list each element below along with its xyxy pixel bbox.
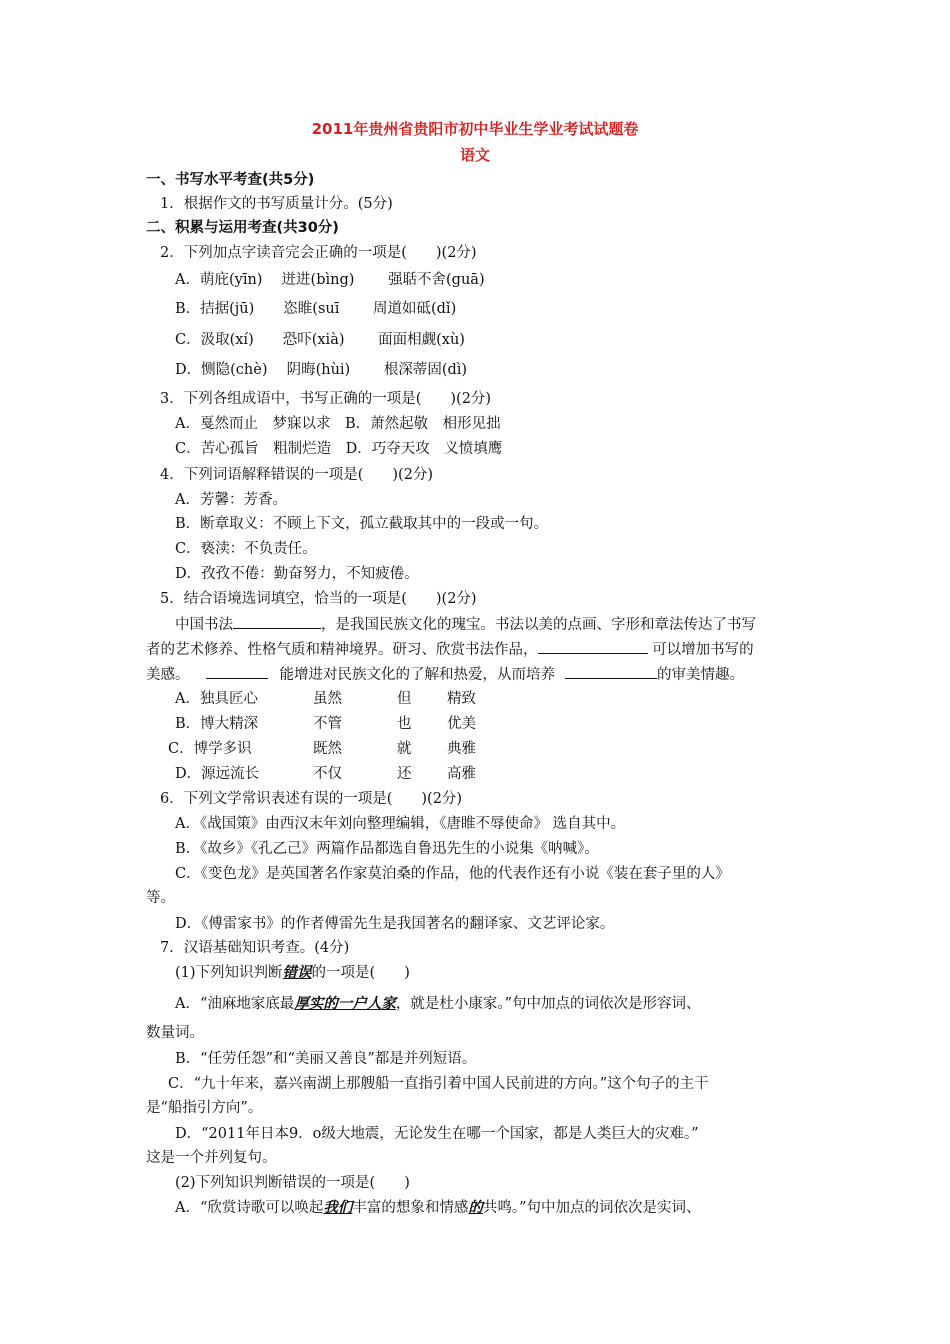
option-3ab: A．戛然而止 梦寐以求 B．萧然起敬 相形见拙	[175, 416, 501, 432]
option-6d: D．《傅雷家书》的作者傅雷先生是我国著名的翻译家、文艺评论家。	[175, 916, 615, 932]
option-7b: B．“任劳任怨”和“美丽又善良”都是并列短语。	[175, 1051, 477, 1067]
option-7c-line-1: C．“九十年来，嘉兴南湖上那艘船一直指引着中国人民前进的方向。”这个句子的主干	[168, 1076, 709, 1092]
question-2: 2．下列加点字读音完会正确的一项是( )(2分)	[160, 245, 477, 261]
option-4d: D．孜孜不倦：勤奋努力，不知疲倦。	[175, 566, 419, 582]
option-4c: C．亵渎：不负责任。	[175, 541, 317, 557]
subject-title: 语文	[459, 146, 490, 164]
question-3: 3．下列各组成语中，书写正确的一项是( )(2分)	[160, 391, 492, 407]
question-5: 5．结合语境选词填空，恰当的一项是( )(2分)	[160, 591, 477, 607]
option-2c: C．汲取(xí) 恐吓(xià) 面面相觑(xù)	[175, 332, 465, 348]
question-4: 4．下列词语解释错误的一项是( )(2分)	[160, 467, 434, 483]
question-5-passage-line-2: 者的艺术修养、性格气质和精神境界。研习、欣赏书法作品， 可以增加书写的	[146, 639, 806, 660]
question-7-part-1: (1)下列知识判断错误的一项是( )	[175, 964, 410, 981]
option-5b: B．博大精深 不管 也 优美	[175, 716, 476, 732]
option-5c: C．博学多识 既然 就 典雅	[168, 741, 476, 757]
option-5d: D．源远流长 不仅 还 高雅	[175, 766, 476, 782]
option-6c-line-2: 等。	[146, 890, 175, 906]
option-4b: B．断章取义：不顾上下文，孤立截取其中的一段或一句。	[175, 516, 549, 532]
section-heading-1: 一、书写水平考查(共5分)	[146, 172, 315, 188]
question-5-passage-line-3: 美感。 能增进对民族文化的了解和热爱，从而培养 的审美情趣。	[146, 664, 806, 685]
fill-blank-2	[538, 639, 648, 654]
option-6b: B．《故乡》《孔乙己》两篇作品都选自鲁迅先生的小说集《呐喊》。	[175, 841, 599, 857]
question-1: 1．根据作文的书写质量计分。(5分)	[160, 196, 393, 212]
page-title: 2011年贵州省贵阳市初中毕业生学业考试试题卷	[311, 120, 639, 138]
option-6c-line-1: C．《变色龙》是英国著名作家莫泊桑的作品，他的代表作还有小说《装在套子里的人》	[175, 866, 730, 882]
option-7a-line-2: 数量词。	[146, 1025, 204, 1041]
option-6a: A．《战国策》由西汉末年刘向整理编辑，《唐睢不辱使命》 选自其中。	[175, 816, 626, 832]
option-7d-line-1: D．“2011年日本9．o级大地震，无论发生在哪一个国家，都是人类巨大的灾难。”	[175, 1126, 699, 1142]
fill-blank-4	[565, 664, 657, 679]
question-6: 6．下列文学常识表述有误的一项是( )(2分)	[160, 791, 463, 807]
section-heading-2: 二、积累与运用考查(共30分)	[146, 220, 339, 236]
option-5a: A．独具匠心 虽然 但 精致	[175, 691, 476, 707]
question-7: 7．汉语基础知识考查。(4分)	[160, 940, 350, 956]
question-5-passage-line-1: 中国书法 ，是我国民族文化的瑰宝。书法以美的点画、字形和章法传达了书写	[175, 614, 835, 635]
option-2b: B．拮据(jū) 恣睢(suī 周道如砥(dǐ)	[175, 301, 457, 317]
option-7d-line-2: 这是一个并列复句。	[146, 1150, 277, 1166]
fill-blank-3	[206, 664, 268, 679]
option-2d: D．恻隐(chè) 阴晦(hùi) 根深蒂固(dì)	[175, 362, 468, 378]
fill-blank-1	[233, 614, 321, 629]
question-7-part-2: (2)下列知识判断错误的一项是( )	[175, 1175, 410, 1191]
option-7c-line-2: 是“船指引方向”。	[146, 1100, 263, 1116]
option-4a: A．芳馨：芳香。	[175, 492, 287, 508]
option-3cd: C．苦心孤旨 粗制烂造 D．巧夺天攻 义愤填鹰	[175, 441, 503, 457]
option-7a-line-1: A．“油麻地家底最厚实的一户人家，就是杜小康家。”句中加点的词依次是形容词、	[175, 995, 701, 1012]
option-2a: A．萌庇(yīn) 迸进(bìng) 强聒不舍(guā)	[175, 272, 485, 288]
option-8a-line-1: A．“欣赏诗歌可以唤起我们丰富的想象和情感的共鸣。”句中加点的词依次是实词、	[175, 1199, 701, 1216]
